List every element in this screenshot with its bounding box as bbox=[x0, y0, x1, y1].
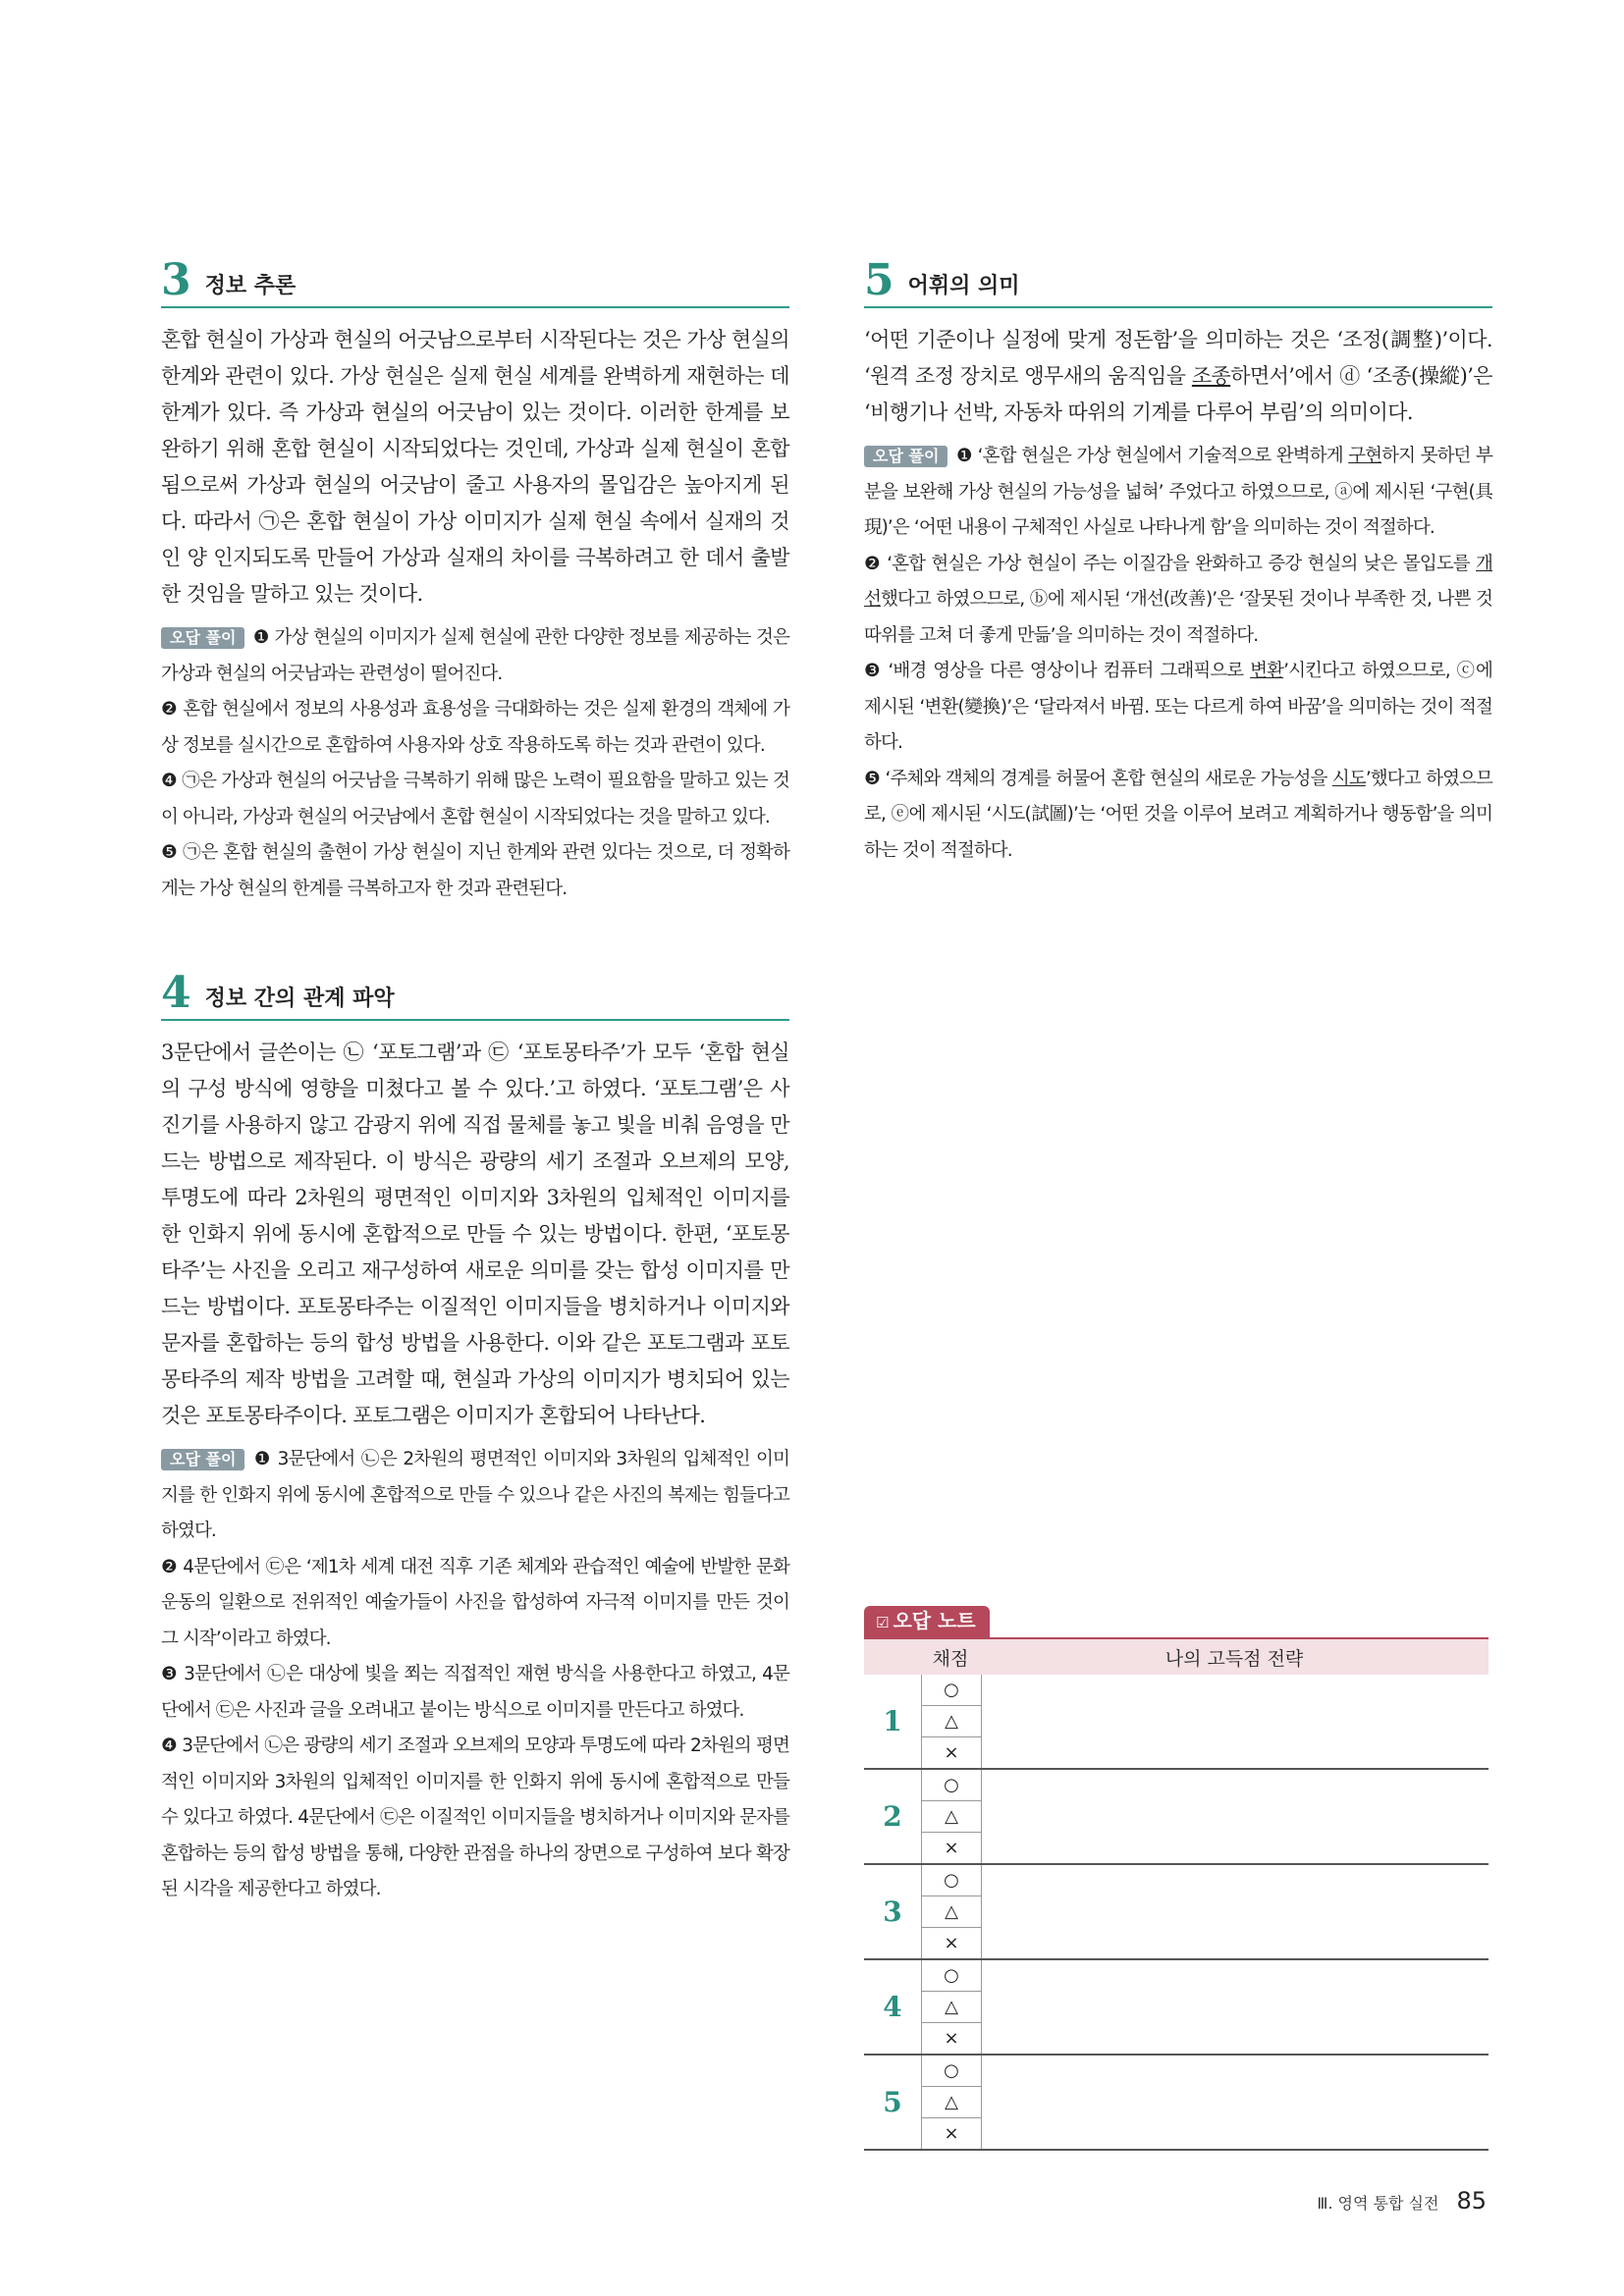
section-3-explanation-1: 오답 풀이 ❶ 가상 현실의 이미지가 실제 현실에 관한 다양한 정보를 제공하는 것은 가상과 현실의 어긋남과는 관련성이 떨어진다. bbox=[161, 627, 789, 684]
note-row: 1 ○ △ × bbox=[864, 1675, 1489, 1770]
note-row: 5 ○ △ × bbox=[864, 2056, 1489, 2151]
strategy-column-header: 나의 고득점 전략 bbox=[1164, 1647, 1304, 1670]
section-5-header bbox=[864, 251, 1492, 308]
note-row: 2 ○ △ × bbox=[864, 1770, 1489, 1865]
note-header-row bbox=[864, 1639, 1489, 1675]
section-5-title: 어휘의 의미 bbox=[907, 274, 1020, 298]
circle-mark[interactable]: ○ bbox=[922, 1960, 981, 1992]
section-5-explanation-1: 오답 풀이 ❶ ‘혼합 현실은 가상 현실에서 기술적으로 완벽하게 구현하지 못하던 부분을 보완해 가상 현실의 가능성을 넓혀’ 주었다고 하였으므로, ⓐ에 제시된 ‘구현(具現)’은 ‘어떤 내용이 구체적인 사실로 나타나게 함’을 의미하는 것이 적절하다. bbox=[864, 446, 1492, 538]
section-3-explanation-2: ❷ 혼합 현실에서 정보의 사용성과 효용성을 극대화하는 것은 실제 환경의 객체에 가상 정보를 실시간으로 혼합하여 사용자와 상호 작용하도록 하는 것과 관련이 있다. bbox=[161, 699, 789, 756]
section-5-explanation-5: ❺ ‘주체와 객체의 경계를 허물어 혼합 현실의 새로운 가능성을 시도’했다고 하였으므로, ⓔ에 제시된 ‘시도(試圖)’는 ‘어떤 것을 이루어 보려고 계획하거나 행동함’을 의미하는 것이 적절하다. bbox=[864, 768, 1492, 861]
section-3-header bbox=[161, 251, 789, 308]
footer-section-label: Ⅲ. 영역 통합 실전 bbox=[1317, 2194, 1439, 2213]
section-4-number: 4 bbox=[161, 968, 191, 1018]
section-4-paragraph: 3문단에서 글쓴이는 ㉡ ‘포토그램’과 ㉢ ‘포토몽타주’가 모두 ‘혼합 현실의 구성 방식에 영향을 미쳤다고 볼 수 있다.’고 하였다. ‘포토그램’은 사진기를 사용하지 않고 감광지 위에 직접 물체를 놓고 빛을 비춰 음영을 만드는 방법으로 제작된다. 이 방식은 광량의 세기 조절과 오브제의 모양, 투명도에 따라 2차원의 평면적인 이미지와 3차원의 입체적인 이미지를 한 인화지 위에 동시에 혼합적으로 만들 수 있는 방법이다. 한편, ‘포토몽타주’는 사진을 오리고 재구성하여 새로운 의미를 갖는 합성 이미지를 만드는 방법이다. 포토몽타주는 이질적인 이미지들을 병치하거나 이미지와 문자를 혼합하는 등의 합성 방법을 사용한다. 이와 같은 포토그램과 포토몽타주의 제작 방법을 고려할 때, 현실과 가상의 이미지가 병치되어 있는 것은 포토몽타주이다. 포토그램은 이미지가 혼합되어 나타난다. bbox=[161, 1041, 789, 1427]
section-3-explanation-4: ❹ ㉠은 가상과 현실의 어긋남을 극복하기 위해 많은 노력이 필요함을 말하고 있는 것이 아니라, 가상과 현실의 어긋남에서 혼합 현실이 시작되었다는 것을 말하고 있다. bbox=[161, 771, 789, 828]
triangle-mark[interactable]: △ bbox=[922, 1706, 981, 1737]
triangle-mark[interactable]: △ bbox=[922, 2087, 981, 2118]
section-5-explanation-3: ❸ ‘배경 영상을 다른 영상이나 컴퓨터 그래픽으로 변환’시킨다고 하였으므로, ⓒ에 제시된 ‘변환(變換)’은 ‘달라져서 바뀜. 또는 다르게 하여 바꿈’을 의미하는 것이 적절하다. bbox=[864, 661, 1493, 753]
right-column bbox=[864, 251, 1492, 869]
triangle-mark[interactable]: △ bbox=[922, 1992, 981, 2023]
note-tab: ☑ 오답 노트 bbox=[864, 1606, 990, 1637]
x-mark[interactable]: × bbox=[944, 1838, 959, 1858]
strategy-cell[interactable] bbox=[982, 1865, 1489, 1958]
strategy-cell[interactable] bbox=[982, 2056, 1489, 2149]
score-column-header: 채점 bbox=[932, 1647, 969, 1670]
strategy-cell[interactable] bbox=[982, 1675, 1489, 1768]
triangle-mark[interactable]: △ bbox=[922, 1896, 981, 1928]
section-5-explanation-2: ❷ ‘혼합 현실은 가상 현실이 주는 이질감을 완화하고 증강 현실의 낮은 몰입도를 개선했다고 하였으므로, ⓑ에 제시된 ‘개선(改善)’은 ‘잘못된 것이나 부족한 것, 나쁜 것 따위를 고쳐 더 좋게 만듦’을 의미하는 것이 적절하다. bbox=[864, 553, 1492, 646]
section-5-paragraph: ‘어떤 기준이나 실정에 맞게 정돈함’을 의미하는 것은 ‘조정(調整)’이다. ‘원격 조정 장치로 앵무새의 움직임을 조종하면서’에서 ⓓ ‘조종(操縱)’은 ‘비행기나 선박, 자동차 따위의 기계를 다루어 부림’의 의미이다. bbox=[864, 328, 1492, 424]
section-4-header bbox=[161, 964, 789, 1021]
wrong-answer-badge: 오답 풀이 bbox=[161, 627, 244, 649]
section-3-number: 3 bbox=[161, 255, 191, 305]
circle-mark[interactable]: ○ bbox=[922, 2056, 981, 2087]
section-3-explanation-5: ❺ ㉠은 혼합 현실의 출현이 가상 현실이 지닌 한계와 관련 있다는 것으로, 더 정확하게는 가상 현실의 한계를 극복하고자 한 것과 관련된다. bbox=[161, 842, 789, 899]
section-3-title: 정보 추론 bbox=[204, 274, 297, 298]
section-4-explanation-3: ❸ 3문단에서 ㉡은 대상에 빛을 쬐는 직접적인 재현 방식을 사용한다고 하였고, 4문단에서 ㉢은 사진과 글을 오려내고 붙이는 방식으로 이미지를 만든다고 하였다. bbox=[161, 1664, 789, 1721]
page-footer bbox=[1317, 2187, 1487, 2215]
wrong-answer-note bbox=[864, 1606, 1489, 2151]
x-mark[interactable]: × bbox=[944, 2028, 959, 2049]
note-row: 3 ○ △ × bbox=[864, 1865, 1489, 1960]
x-mark[interactable]: × bbox=[944, 2123, 959, 2144]
wrong-answer-badge: 오답 풀이 bbox=[864, 446, 947, 467]
section-5-number: 5 bbox=[864, 255, 894, 305]
section-4-explanation-1: 오답 풀이 ❶ 3문단에서 ㉡은 2차원의 평면적인 이미지와 3차원의 입체적인 이미지를 한 인화지 위에 동시에 혼합적으로 만들 수 있으나 같은 사진의 복제는 힘들다고 하였다. bbox=[161, 1449, 789, 1541]
circle-mark[interactable]: ○ bbox=[922, 1865, 981, 1896]
wrong-answer-badge: 오답 풀이 bbox=[161, 1449, 244, 1470]
note-row: 4 ○ △ × bbox=[864, 1960, 1489, 2056]
circle-mark[interactable]: ○ bbox=[922, 1675, 981, 1706]
checkbox-icon: ☑ bbox=[876, 1614, 890, 1631]
section-4-explanation-2: ❷ 4문단에서 ㉢은 ‘제1차 세계 대전 직후 기존 체계와 관습적인 예술에 반발한 문화 운동의 일환으로 전위적인 예술가들이 사진을 합성하여 자극적 이미지를 만든 것이 그 시작’이라고 하였다. bbox=[161, 1556, 789, 1649]
left-column bbox=[161, 251, 789, 1908]
section-3-paragraph: 혼합 현실이 가상과 현실의 어긋남으로부터 시작된다는 것은 가상 현실의 한계와 관련이 있다. 가상 현실은 실제 현실 세계를 완벽하게 재현하는 데 한계가 있다. 즉 가상과 현실의 어긋남이 있는 것이다. 이러한 한계를 보완하기 위해 혼합 현실이 시작되었다는 것인데, 가상과 실제 현실이 혼합됨으로써 가상과 현실의 어긋남이 줄고 사용자의 몰입감은 높아지게 된다. 따라서 ㉠은 혼합 현실이 가상 이미지가 실제 현실 속에서 실재의 것인 양 인지되도록 만들어 가상과 실재의 차이를 극복하려고 한 데서 출발한 것임을 말하고 있는 것이다. bbox=[161, 328, 789, 606]
x-mark[interactable]: × bbox=[944, 1742, 959, 1763]
note-table bbox=[864, 1637, 1489, 2151]
strategy-cell[interactable] bbox=[982, 1770, 1489, 1863]
section-4-title: 정보 간의 관계 파악 bbox=[204, 987, 395, 1011]
strategy-cell[interactable] bbox=[982, 1960, 1489, 2054]
page-number: 85 bbox=[1456, 2187, 1487, 2215]
triangle-mark[interactable]: △ bbox=[922, 1801, 981, 1833]
x-mark[interactable]: × bbox=[944, 1933, 959, 1953]
circle-mark[interactable]: ○ bbox=[922, 1770, 981, 1801]
section-4-explanation-4: ❹ 3문단에서 ㉡은 광량의 세기 조절과 오브제의 모양과 투명도에 따라 2차원의 평면적인 이미지와 3차원의 입체적인 이미지를 한 인화지 위에 동시에 혼합적으로 만들 수 있다고 하였다. 4문단에서 ㉢은 이질적인 이미지들을 병치하거나 이미지와 문자를 혼합하는 등의 합성 방법을 통해, 다양한 관점을 하나의 장면으로 구성하여 보다 확장된 시각을 제공한다고 하였다. bbox=[161, 1735, 789, 1899]
